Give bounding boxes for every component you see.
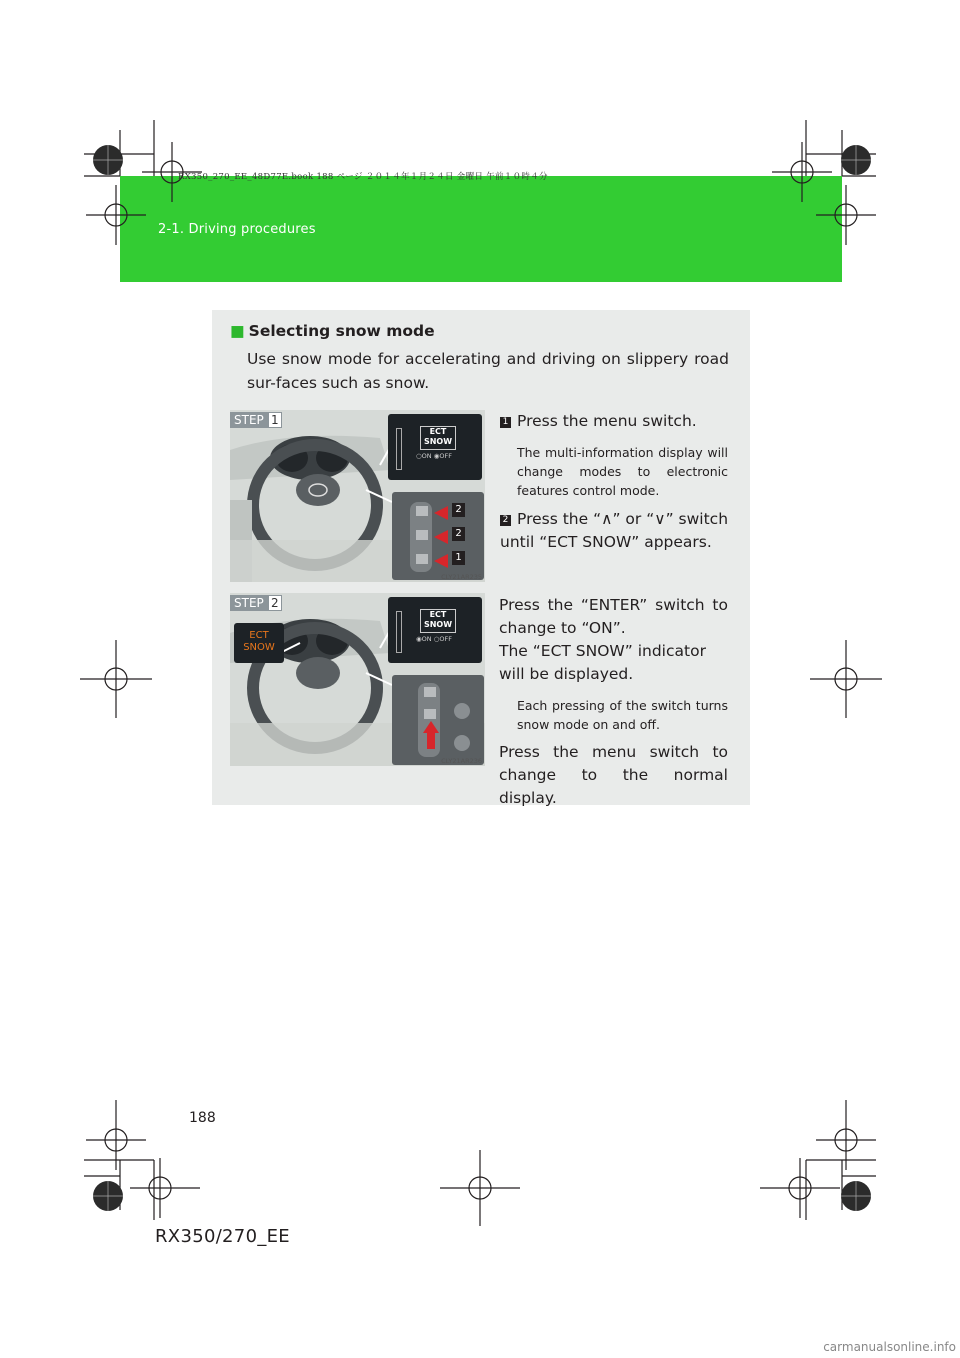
figure-code-2: CLY21AR236 — [441, 757, 482, 765]
step1-item1 — [500, 410, 730, 433]
callout-1: 1 — [452, 551, 465, 565]
menu-switch-icon — [416, 554, 428, 564]
multi-info-display-2 — [388, 597, 482, 663]
watermark: carmanualsonline.info — [823, 1340, 956, 1354]
display-on-off: ○ON ◉OFF — [416, 452, 452, 460]
display2-line2: SNOW — [423, 620, 453, 629]
press-arrow-shaft-icon — [427, 733, 435, 749]
display-line2: SNOW — [423, 437, 453, 446]
arrow-menu-icon — [434, 554, 448, 568]
step2-note: Each pressing of the switch turns snow mode on and off. — [517, 698, 728, 732]
arrow-up-icon — [434, 506, 448, 520]
section-title: 2-1. Driving procedures — [158, 222, 316, 237]
step-label: STEP — [230, 412, 268, 428]
intro-paragraph: Use snow mode for accelerating and driving on slippery road sur-faces such as snow. — [247, 350, 729, 392]
step1-badge — [230, 412, 282, 428]
display2-on-off: ◉ON ○OFF — [416, 635, 452, 643]
up-switch-icon-2 — [424, 687, 436, 697]
step2-text3: Press the menu switch to change to the normal display. — [499, 743, 728, 807]
print-info-line: RX350_270_EE_48D77E.book 188 ページ ２０１４年１月２４日 金曜日 午前１０時４分 — [178, 172, 548, 182]
voice-switch-icon — [454, 703, 470, 719]
item-number-2: 2 — [500, 515, 511, 526]
multi-info-display — [388, 414, 482, 480]
step1-figure — [230, 410, 485, 582]
arrow-down-icon — [434, 530, 448, 544]
callout-2a: 2 — [452, 503, 465, 517]
display-gauge — [396, 428, 402, 470]
step-label-2: STEP — [230, 595, 268, 611]
steering-switch-inset-2 — [392, 675, 484, 765]
display2-line1: ECT — [429, 610, 447, 619]
display-ect-snow-box-2 — [420, 609, 456, 633]
display-gauge-2 — [396, 611, 402, 653]
item2-text: Press the “∧” or “∨” switch until “ECT SNOW” appears. — [500, 510, 729, 551]
up-switch-icon — [416, 506, 428, 516]
down-switch-icon — [416, 530, 428, 540]
heading-square-icon: ■ — [230, 322, 245, 340]
step1-item1-note: The multi-information display will change modes to electronic features control mode. — [517, 445, 728, 498]
step2-text1: Press the “ENTER” switch to change to “ON”. — [499, 596, 728, 637]
enter-switch-icon — [424, 709, 436, 719]
step2-badge — [230, 595, 282, 611]
indicator-line1: ECT — [249, 630, 269, 641]
section-heading — [230, 322, 435, 340]
step1-item2 — [500, 508, 728, 554]
step-number: 1 — [268, 412, 282, 428]
heading-text: Selecting snow mode — [248, 322, 435, 340]
press-arrow-icon — [423, 721, 439, 733]
page-number: 188 — [189, 1110, 216, 1126]
step-number-2: 2 — [268, 595, 282, 611]
display-line1: ECT — [429, 427, 447, 436]
item1-text: Press the menu switch. — [517, 412, 697, 430]
callout-2b: 2 — [452, 527, 465, 541]
figure-code: CLY21AR235 — [441, 573, 482, 581]
model-code: RX350/270_EE — [155, 1226, 290, 1247]
step2-figure — [230, 593, 485, 766]
phone-switch-icon — [454, 735, 470, 751]
steering-switch-inset — [392, 492, 484, 580]
display-ect-snow-box — [420, 426, 456, 450]
step2-text2: The “ECT SNOW” indicator will be displayed. — [499, 642, 706, 683]
indicator-line2: SNOW — [243, 642, 275, 653]
item-number-1: 1 — [500, 417, 511, 428]
ect-snow-indicator — [234, 623, 284, 663]
